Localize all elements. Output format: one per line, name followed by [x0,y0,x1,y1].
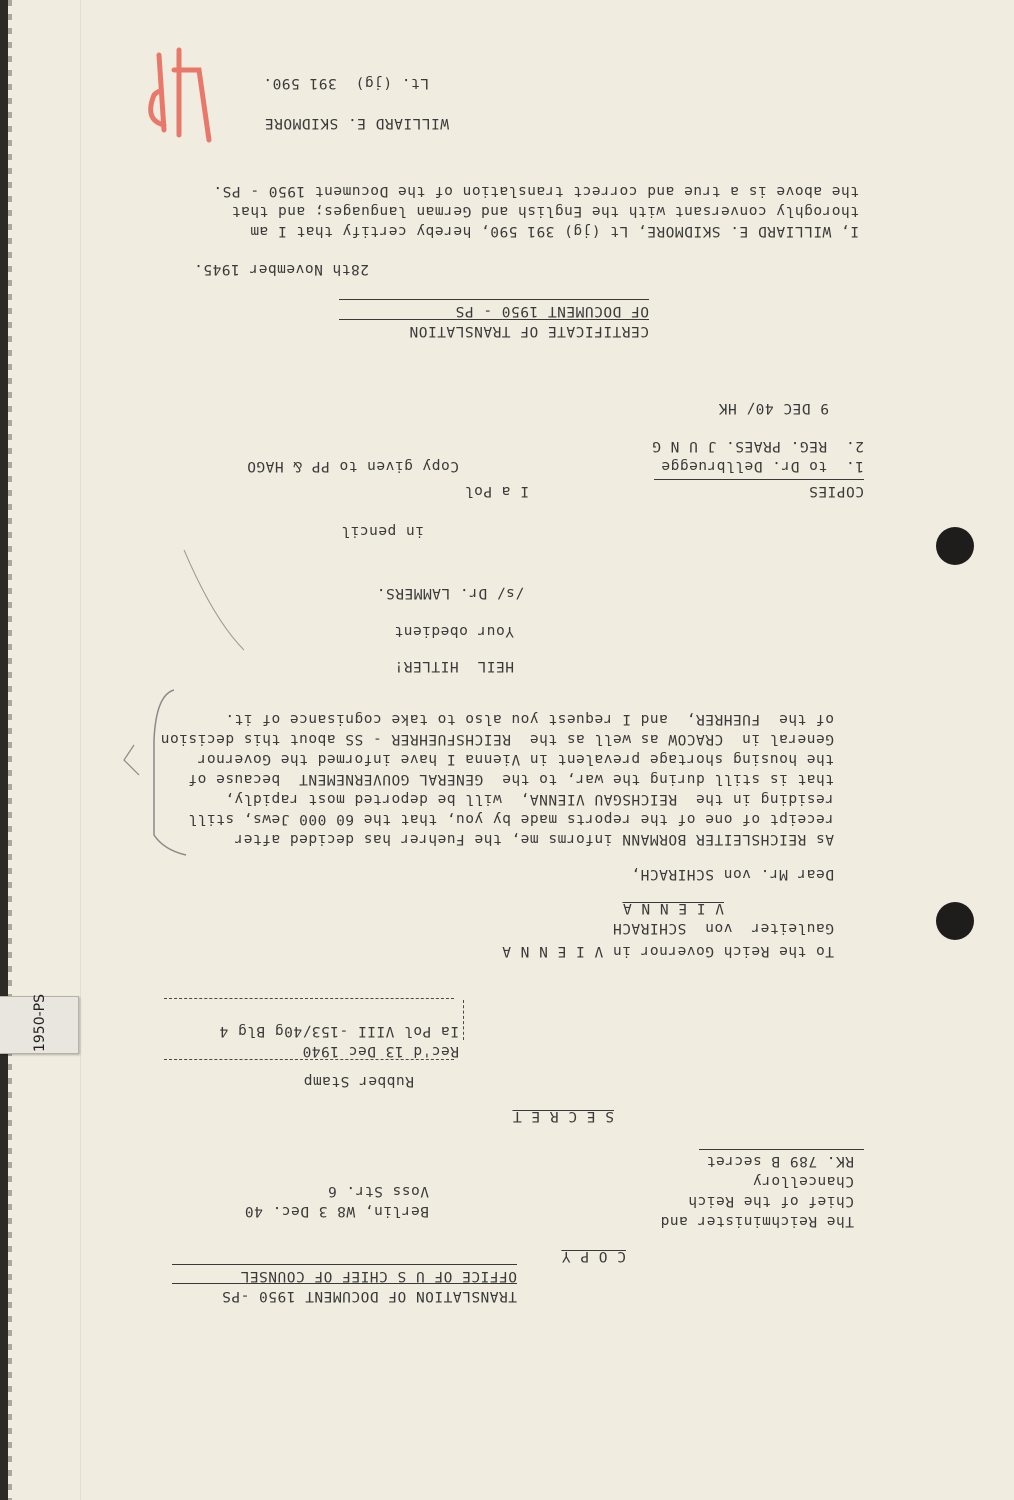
sender-line-4: RK. 789 B secret [706,1153,854,1169]
body-line-3: residing in the REICHSGAU VIENNA, will be deported most rapidly, [224,791,834,807]
certificate-rule-2 [339,299,649,300]
certificate-title-1: CERTIFICATE OF TRANSLATION [409,323,649,339]
addressee-line-3: V I E N N A [622,900,724,916]
pencil-line [164,540,244,660]
place-date-line-2: Voss Str. 6 [327,1183,429,1199]
copies-date-code: 9 DEC 40/ HK [718,400,829,416]
copies-rule [654,479,864,480]
pencil-note: in pencil [340,523,424,539]
body-line-1: As REICHSLEITER BORMANN informs me, the Fuehrer has decided after [234,831,834,847]
body-line-2: receipt of one of the reports made by you, that the 60 000 Jews, still [187,811,834,827]
closing-obedient: Your obedient [394,623,514,639]
body-line-6: General in CRACOW as well as the REICHSFUEHRER - SS about this decision [160,731,834,747]
sender-line-2: Chief of the Reich [687,1193,854,1209]
body-line-5: the housing shortage prevalent in Vienna I have informed the Governor [197,751,834,767]
red-pencil-mark [139,40,219,150]
margin-pencil-bracket [114,670,194,870]
salutation: Dear Mr. von SCHIRACH, [630,866,834,882]
certificate-text-1: I, WILLIARD E. SKIDMORE, Lt (jg) 391 590, hereby certify that I am [249,223,859,239]
certificate-text-2: thoroghly conversant with the English and German languages; and that [231,203,859,219]
copies-item-2: 2. REG. PRAES. J U N G [651,438,864,454]
stamp-line-1: Rec'd 13 Dec 1940 [302,1043,459,1059]
copies-heading: COPIES [808,483,864,499]
punch-hole-2 [936,527,974,565]
certificate-date: 28th November 1945. [193,261,369,277]
punch-hole-1 [936,902,974,940]
certificate-title-2: OF DOCUMENT 1950 - PS [455,303,649,319]
header-office: OFFICE OF U S CHIEF OF COUNSEL [240,1268,517,1284]
signature: /s/ Dr. LAMMERS. [376,585,524,601]
place-date-line-1: Berlin, W8 3 Dec. 40 [244,1203,429,1219]
copies-item-1: 1. to Dr. Dellbruegge [660,458,864,474]
stamp-caption: Rubber Stamp [303,1073,414,1089]
header-rule-2 [172,1264,517,1265]
sender-line-1: The Reichminister and [660,1213,854,1229]
body-line-7: of the FUEHRER, and I request you also to take cognisance of it. [224,711,834,727]
secret-label: S E C R E T [512,1108,614,1124]
certificate-rank: Lt. (jg) 391 590. [262,75,429,91]
sender-rule [699,1149,864,1150]
addressee-line-2: Gauleiter von SCHIRACH [612,920,834,936]
sender-line-3: Chancellory [752,1173,854,1189]
addressee-line-1: To the Reich Governor in V I E N N A [501,943,834,959]
certificate-text-3: the above is a true and correct translation of the Document 1950 - PS. [212,183,859,199]
certificate-signer: WILLIARD E. SKIDMORE [264,115,449,131]
body-line-4: that is still during the war, to the GENERAL GOUVERNEMENT because of [187,771,834,787]
copies-note: Copy given to PP & HAGO [246,458,459,474]
ia-pol-note: I a Pol [464,483,529,499]
copy-label: C O P Y [561,1248,626,1264]
stamp-line-2: Ia Pol VIII -153/40g Blg 4 [219,1023,459,1039]
header-title: TRANSLATION OF DOCUMENT 1950 -PS [221,1288,517,1304]
stamp-border [164,998,454,1060]
closing-heil: HEIL HITLER! [394,658,514,674]
exhibit-tab-label: 1950-PS [32,994,48,1053]
stamp-border-left [463,1000,464,1040]
